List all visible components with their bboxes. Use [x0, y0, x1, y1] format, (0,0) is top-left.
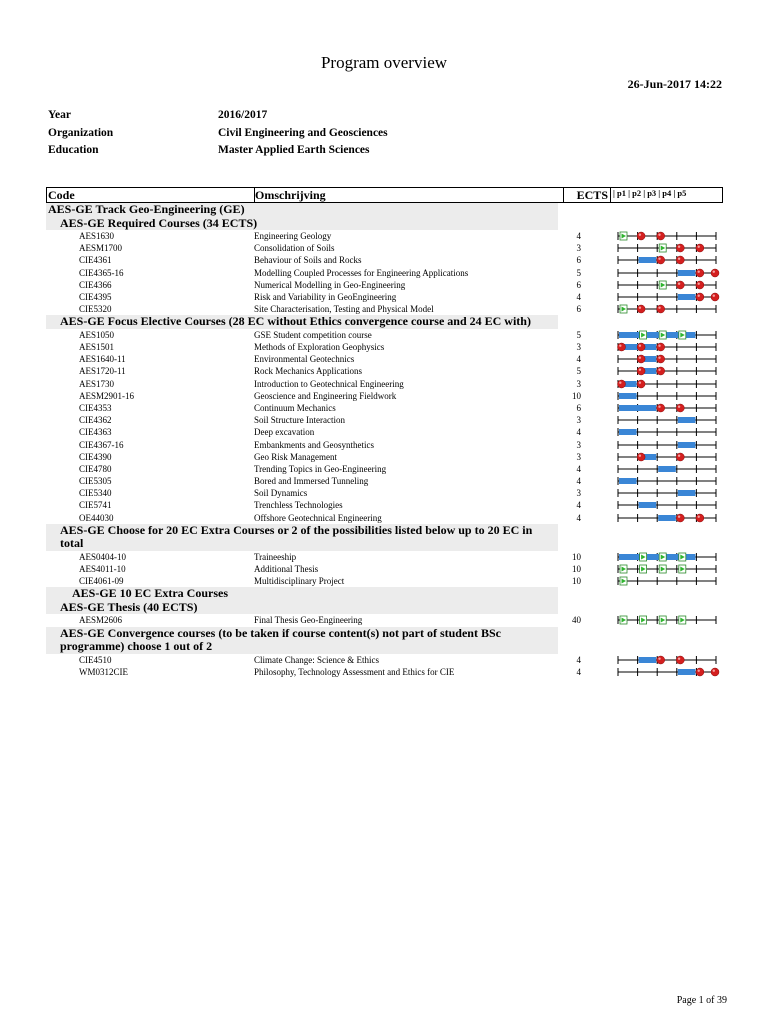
- exam-dot-highlight: [698, 282, 700, 284]
- exam-dot-icon: [711, 269, 719, 277]
- period-bar: [619, 405, 656, 411]
- period-timeline: [617, 341, 719, 353]
- exam-dot-icon: [637, 343, 645, 351]
- course-ects: 4: [576, 500, 581, 511]
- table-body: [46, 203, 723, 678]
- exam-dot-highlight: [658, 369, 660, 371]
- exam-dot-highlight: [698, 294, 700, 296]
- course-row: [46, 353, 723, 365]
- course-code: AES1640-11: [79, 354, 126, 365]
- exam-dot-highlight: [619, 345, 621, 347]
- exam-dot-highlight: [658, 234, 660, 236]
- course-ects: 4: [576, 427, 581, 438]
- course-row: [46, 242, 723, 254]
- course-code: CIE4367-16: [79, 439, 124, 450]
- exam-dot-icon: [618, 343, 626, 351]
- course-description: Environmental Geotechnics: [254, 354, 355, 365]
- exam-dot-highlight: [698, 246, 700, 248]
- exam-dot-icon: [676, 453, 684, 461]
- period-timeline: [617, 329, 719, 341]
- exam-dot-icon: [711, 668, 719, 676]
- period-bar: [678, 442, 696, 448]
- exam-dot-highlight: [678, 282, 680, 284]
- exam-dot-icon: [696, 244, 704, 252]
- course-ects: 10: [572, 564, 581, 574]
- exam-dot-icon: [637, 355, 645, 363]
- course-ects: 10: [572, 390, 581, 401]
- period-timeline: [617, 654, 719, 666]
- course-ects: 10: [572, 551, 581, 562]
- course-row: [46, 451, 723, 463]
- exam-dot-highlight: [639, 454, 641, 456]
- meta-label: Education: [48, 144, 99, 156]
- period-timeline: [617, 230, 719, 242]
- course-description: Risk and Variability in GeoEngineering: [254, 291, 397, 302]
- course-ects: 3: [576, 439, 581, 450]
- meta-value: Civil Engineering and Geosciences: [218, 126, 388, 139]
- period-bar: [678, 270, 696, 276]
- course-code: OE44030: [79, 512, 114, 523]
- course-code: CIE5305: [79, 476, 112, 487]
- course-code: AESM1700: [79, 243, 123, 254]
- exam-dot-icon: [637, 367, 645, 375]
- course-description: Climate Change: Science & Ethics: [254, 654, 379, 665]
- exam-dot-icon: [676, 256, 684, 264]
- course-row: [46, 303, 723, 315]
- course-description: Consolidation of Soils: [254, 243, 335, 254]
- period-timeline: [617, 365, 719, 377]
- exam-dot-icon: [676, 404, 684, 412]
- course-ects: 5: [576, 267, 581, 278]
- page-title: Program overview: [320, 53, 448, 72]
- period-timeline: [617, 463, 719, 475]
- exam-dot-highlight: [658, 345, 660, 347]
- exam-dot-icon: [657, 404, 665, 412]
- section-heading: AES-GE Required Courses (34 ECTS): [46, 217, 558, 231]
- course-row: [46, 402, 723, 414]
- exam-dot-icon: [637, 232, 645, 240]
- course-row: [46, 426, 723, 438]
- course-ects: 6: [576, 255, 581, 266]
- period-timeline: [617, 303, 719, 315]
- exam-dot-highlight: [619, 381, 621, 383]
- exam-dot-icon: [657, 355, 665, 363]
- course-ects: 4: [576, 476, 581, 487]
- course-code: WM0312CIE: [79, 666, 128, 677]
- period-timeline: [617, 414, 719, 426]
- course-description: Engineering Geology: [254, 231, 332, 241]
- period-timeline: [617, 551, 719, 563]
- period-timeline: [617, 563, 719, 575]
- course-ects: 40: [572, 615, 581, 626]
- course-description: Geo Risk Management: [254, 451, 337, 462]
- period-timeline: [617, 512, 719, 524]
- course-ects: 5: [576, 329, 581, 340]
- course-ects: 4: [576, 512, 581, 523]
- course-code: CIE5320: [79, 304, 112, 315]
- course-row: [46, 512, 723, 524]
- exam-dot-highlight: [678, 405, 680, 407]
- exam-dot-icon: [676, 656, 684, 664]
- period-bar: [658, 466, 676, 472]
- course-code: CIE4361: [79, 255, 112, 266]
- period-timeline: [617, 378, 719, 390]
- course-description: Geoscience and Engineering Fieldwork: [254, 390, 397, 401]
- exam-dot-icon: [657, 256, 665, 264]
- exam-dot-highlight: [639, 234, 641, 236]
- section-heading: AES-GE Track Geo-Engineering (GE): [46, 203, 558, 217]
- exam-dot-highlight: [639, 357, 641, 359]
- course-row: [46, 279, 723, 291]
- period-bar: [619, 393, 637, 399]
- period-bar: [639, 657, 657, 663]
- section-heading: AES-GE Choose for 20 EC Extra Courses or 2 of the possibilities listed below up to 20 EC in total: [46, 524, 558, 551]
- exam-dot-icon: [696, 293, 704, 301]
- period-timeline: [617, 475, 719, 487]
- section-heading: AES-GE Thesis (40 ECTS): [46, 601, 558, 615]
- course-row: [46, 378, 723, 390]
- exam-dot-icon: [696, 281, 704, 289]
- exam-dot-highlight: [678, 657, 680, 659]
- course-description: Offshore Geotechnical Engineering: [254, 512, 382, 523]
- header-periods: | p1 | p2 | p3 | p4 | p5: [613, 188, 687, 198]
- course-row: [46, 654, 723, 666]
- course-row: [46, 414, 723, 426]
- period-bar: [639, 257, 657, 263]
- exam-dot-highlight: [678, 246, 680, 248]
- header-ects: ECTS: [564, 188, 611, 202]
- exam-dot-highlight: [678, 454, 680, 456]
- course-code: CIE4510: [79, 654, 112, 665]
- exam-dot-icon: [657, 343, 665, 351]
- course-code: AES1720-11: [79, 366, 126, 377]
- exam-dot-highlight: [639, 381, 641, 383]
- course-code: CIE4780: [79, 463, 112, 474]
- meta-value: 2016/2017: [218, 109, 268, 121]
- course-row: [46, 499, 723, 511]
- table-header: [46, 187, 723, 203]
- exam-dot-icon: [657, 305, 665, 313]
- period-timeline: [617, 267, 719, 279]
- course-description: GSE Student competition course: [254, 329, 372, 340]
- course-code: CIE5340: [79, 488, 112, 499]
- period-timeline: [617, 242, 719, 254]
- course-code: AES1630: [79, 231, 115, 241]
- course-description: Additional Thesis: [254, 564, 319, 574]
- exam-dot-highlight: [698, 270, 700, 272]
- course-ects: 4: [576, 666, 581, 677]
- period-timeline: [617, 353, 719, 365]
- exam-dot-icon: [696, 514, 704, 522]
- course-code: CIE4390: [79, 451, 112, 462]
- course-row: [46, 230, 723, 242]
- exam-dot-highlight: [658, 657, 660, 659]
- course-row: [46, 365, 723, 377]
- course-row: [46, 267, 723, 279]
- period-timeline: [617, 614, 719, 626]
- course-ects: 10: [572, 576, 581, 587]
- header-code: Code: [47, 188, 255, 202]
- course-code: CIE4366: [79, 279, 112, 290]
- course-ects: 4: [576, 291, 581, 302]
- course-row: [46, 487, 723, 499]
- exam-dot-highlight: [678, 258, 680, 260]
- course-description: Behaviour of Soils and Rocks: [254, 255, 362, 266]
- course-description: Trenchless Technologies: [254, 500, 343, 511]
- exam-dot-icon: [676, 244, 684, 252]
- exam-dot-highlight: [658, 357, 660, 359]
- exam-dot-highlight: [658, 258, 660, 260]
- period-timeline: [617, 439, 719, 451]
- course-row: [46, 614, 723, 626]
- header-description: Omschrijving: [254, 188, 564, 202]
- course-row: [46, 475, 723, 487]
- course-ects: 6: [576, 279, 581, 290]
- course-description: Soil Structure Interaction: [254, 415, 345, 426]
- exam-dot-highlight: [639, 345, 641, 347]
- period-bar: [678, 669, 696, 675]
- course-code: AESM2606: [79, 615, 123, 626]
- course-code: CIE5741: [79, 500, 112, 511]
- course-description: Final Thesis Geo-Engineering: [254, 615, 363, 626]
- course-description: Modelling Coupled Processes for Engineering Applications: [254, 267, 469, 278]
- course-row: [46, 666, 723, 678]
- course-ects: 4: [576, 463, 581, 474]
- course-code: AESM2901-16: [79, 390, 135, 401]
- period-bar: [678, 294, 696, 300]
- period-timeline: [617, 279, 719, 291]
- course-row: [46, 551, 723, 563]
- course-ects: 4: [576, 654, 581, 665]
- course-ects: 3: [576, 243, 581, 254]
- course-code: AES4011-10: [79, 564, 126, 574]
- exam-dot-icon: [676, 281, 684, 289]
- exam-dot-highlight: [713, 270, 715, 272]
- period-bar: [619, 478, 637, 484]
- meta-label: Year: [48, 109, 71, 121]
- program-table: [46, 187, 723, 678]
- exam-dot-icon: [637, 453, 645, 461]
- exam-dot-icon: [676, 514, 684, 522]
- course-ects: 5: [576, 366, 581, 377]
- meta-value: Master Applied Earth Sciences: [218, 144, 370, 156]
- period-timeline: [617, 254, 719, 266]
- course-row: [46, 341, 723, 353]
- course-description: Philosophy, Technology Assessment and Ethics for CIE: [254, 666, 455, 677]
- period-timeline: [617, 291, 719, 303]
- exam-dot-highlight: [658, 307, 660, 309]
- course-description: Bored and Immersed Tunneling: [254, 476, 369, 487]
- exam-dot-highlight: [658, 405, 660, 407]
- course-description: Continuum Mechanics: [254, 402, 336, 413]
- exam-dot-highlight: [698, 515, 700, 517]
- period-timeline: [617, 426, 719, 438]
- period-bar: [658, 515, 676, 521]
- course-ects: 6: [576, 304, 581, 315]
- course-ects: 6: [576, 402, 581, 413]
- course-ects: 3: [576, 342, 581, 352]
- exam-dot-icon: [657, 232, 665, 240]
- course-ects: 3: [576, 415, 581, 426]
- section-heading: AES-GE 10 EC Extra Courses: [46, 587, 558, 601]
- page-number: Page 1 of 39: [676, 995, 727, 1006]
- course-description: Deep excavation: [254, 427, 315, 438]
- course-description: Rock Mechanics Applications: [254, 366, 362, 377]
- period-timeline: [617, 402, 719, 414]
- course-description: Soil Dynamics: [254, 488, 308, 499]
- exam-dot-icon: [711, 293, 719, 301]
- period-bar: [678, 490, 696, 496]
- exam-dot-highlight: [698, 669, 700, 671]
- period-bar: [639, 502, 657, 508]
- course-row: [46, 291, 723, 303]
- course-ects: 3: [576, 488, 581, 499]
- exam-dot-icon: [637, 305, 645, 313]
- course-ects: 4: [576, 354, 581, 365]
- course-row: [46, 254, 723, 266]
- exam-dot-icon: [696, 269, 704, 277]
- period-timeline: [617, 575, 719, 587]
- course-code: AES1730: [79, 378, 115, 389]
- exam-dot-highlight: [639, 307, 641, 309]
- course-ects: 3: [576, 378, 581, 389]
- exam-dot-highlight: [713, 294, 715, 296]
- exam-dot-icon: [696, 668, 704, 676]
- period-timeline: [617, 487, 719, 499]
- exam-dot-icon: [618, 380, 626, 388]
- period-timeline: [617, 666, 719, 678]
- report-date: 26-Jun-2017 14:22: [627, 77, 722, 91]
- meta-label: Organization: [48, 126, 114, 139]
- exam-dot-icon: [637, 380, 645, 388]
- course-description: Introduction to Geotechnical Engineering: [254, 378, 404, 389]
- course-row: [46, 439, 723, 451]
- period-timeline: [617, 499, 719, 511]
- course-code: CIE4353: [79, 402, 112, 413]
- course-description: Embankments and Geosynthetics: [254, 439, 374, 450]
- course-code: AES0404-10: [79, 551, 126, 562]
- section-heading: AES-GE Focus Elective Courses (28 EC without Ethics convergence course and 24 EC with): [46, 315, 558, 329]
- course-ects: 4: [576, 231, 581, 241]
- course-description: Methods of Exploration Geophysics: [254, 342, 385, 352]
- course-description: Site Characterisation, Testing and Physical Model: [254, 304, 434, 315]
- course-ects: 3: [576, 451, 581, 462]
- section-heading: AES-GE Convergence courses (to be taken if course content(s) not part of student BSc programme) choose 1 out of 2: [46, 627, 558, 654]
- course-description: Trending Topics in Geo-Engineering: [254, 463, 387, 474]
- course-code: CIE4395: [79, 291, 112, 302]
- course-description: Traineeship: [254, 551, 297, 562]
- exam-dot-highlight: [678, 515, 680, 517]
- period-bar: [678, 417, 696, 423]
- period-bar: [619, 429, 637, 435]
- exam-dot-icon: [657, 367, 665, 375]
- exam-dot-highlight: [713, 669, 715, 671]
- course-code: CIE4362: [79, 415, 112, 426]
- period-timeline: [617, 390, 719, 402]
- course-description: Multidisciplinary Project: [254, 576, 345, 587]
- course-code: CIE4061-09: [79, 576, 124, 587]
- period-timeline: [617, 451, 719, 463]
- course-row: [46, 463, 723, 475]
- course-code: AES1501: [79, 342, 115, 352]
- course-row: [46, 575, 723, 587]
- course-row: [46, 563, 723, 575]
- course-row: [46, 329, 723, 341]
- course-code: CIE4363: [79, 427, 112, 438]
- exam-dot-highlight: [639, 369, 641, 371]
- course-row: [46, 390, 723, 402]
- course-code: CIE4365-16: [79, 267, 124, 278]
- course-description: Numerical Modelling in Geo-Engineering: [254, 279, 406, 290]
- exam-dot-icon: [657, 656, 665, 664]
- course-code: AES1050: [79, 329, 115, 340]
